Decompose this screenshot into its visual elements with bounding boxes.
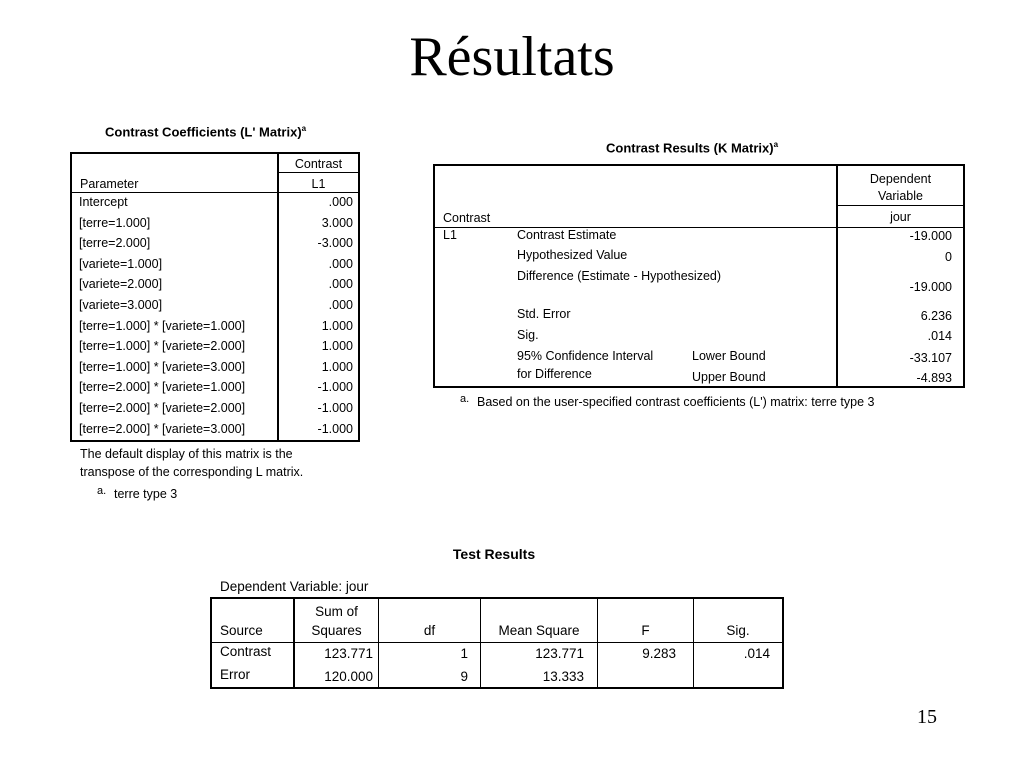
kmatrix-contrast-label: Contrast [443,211,491,225]
coef-row [74,192,358,213]
kmatrix-l1-label: L1 [443,228,457,242]
coef-param-cell: [terre=1.000] * [variete=3.000] [79,359,246,374]
test-col-ss-line1: Sum of [315,604,358,619]
test-source-cell: Contrast [220,644,272,659]
lower-bound-value: -33.107 [909,351,952,365]
coef-value-cell: 3.000 [321,215,353,230]
coef-param-cell: [terre=1.000] * [variete=1.000] [79,318,246,333]
coef-col-parameter: Parameter [80,177,139,191]
coef-note-line2: transpose of the corresponding L matrix. [80,465,304,479]
coef-value-cell: .000 [328,277,353,292]
coef-param-cell: [variete=1.000] [79,256,163,271]
hypothesized-label: Hypothesized Value [517,248,628,262]
coef-param-cell: [terre=1.000] [79,215,151,230]
coef-value-cell: 1.000 [321,339,353,354]
coef-param-cell: [variete=3.000] [79,297,163,312]
test-ms-cell: 123.771 [535,646,584,661]
hypothesized-value: 0 [945,250,952,264]
difference-value: -19.000 [909,280,952,294]
test-results-title: Test Results [452,546,536,562]
contrast-estimate-value: -19.000 [909,229,952,243]
coef-table-header-rule [277,172,358,173]
coef-param-cell: [terre=2.000] * [variete=2.000] [79,400,246,415]
coef-param-cell: [terre=2.000] * [variete=1.000] [79,380,246,395]
coef-table-title-footnote: a [301,124,307,133]
difference-label: Difference (Estimate - Hypothesized) [517,269,722,283]
kmatrix-table-title [606,140,778,155]
test-sig-cell: .014 [743,646,770,661]
test-col-f: F [641,623,650,638]
coef-row [74,336,358,357]
sig-value: .014 [927,329,952,343]
std-error-label: Std. Error [517,307,571,321]
sig-label: Sig. [517,328,539,342]
coef-value-cell: 1.000 [321,359,353,374]
coef-row [74,295,358,316]
test-col-ms: Mean Square [498,623,580,638]
test-f-cell: 9.283 [642,646,676,661]
test-results-dep-var: Dependent Variable: jour [220,579,369,594]
test-source-cell: Error [220,667,250,682]
coef-value-cell: .000 [328,195,353,209]
coef-col-l1: L1 [311,177,326,191]
upper-bound-value: -4.893 [916,371,952,385]
test-df-cell: 1 [460,646,468,661]
test-col-ss-line2: Squares [311,623,362,638]
page-number: 15 [917,706,937,728]
test-ms-cell: 13.333 [542,669,584,684]
coef-row [74,398,358,419]
upper-bound-label: Upper Bound [692,370,766,384]
coef-value-cell: -1.000 [317,380,353,395]
coef-footnote-text: terre type 3 [114,487,178,501]
kmatrix-table-title-footnote: a [773,140,779,149]
test-ss-cell: 123.771 [324,646,373,661]
kmatrix-dep-var-1: Dependent [869,172,932,186]
coef-value-cell: 1.000 [321,318,353,333]
test-col-df: df [423,623,436,638]
coef-value-cell: -1.000 [317,421,353,436]
coef-footnote-mark: a. [97,485,107,497]
kmatrix-table-title-text: Contrast Results (K Matrix) [606,140,774,156]
coef-col-contrast: Contrast [294,157,343,171]
coef-param-cell: [terre=1.000] * [variete=2.000] [79,339,246,354]
coef-table-title [105,124,306,139]
coef-row [74,254,358,275]
ci-label-line1: 95% Confidence Interval [517,349,654,363]
kmatrix-jour-label: jour [890,210,911,224]
test-ss-cell: 120.000 [324,669,373,684]
coef-table-title-text: Contrast Coefficients (L' Matrix) [105,124,302,140]
kmatrix-header-rule [836,205,963,206]
kmatrix-footnote-mark: a. [460,393,470,405]
test-results-header-rule [210,642,784,643]
ci-label-line2: for Difference [517,367,592,381]
coef-row [74,357,358,378]
coef-table-body [74,192,358,439]
test-col-source: Source [220,623,263,638]
kmatrix-dep-var-2: Variable [878,189,923,203]
coef-note-line1: The default display of this matrix is the [80,447,293,461]
coef-value-cell: -3.000 [317,236,353,251]
contrast-estimate-label: Contrast Estimate [517,228,617,242]
std-error-value: 6.236 [920,309,952,323]
coef-row [74,316,358,337]
coef-param-cell: [variete=2.000] [79,277,163,292]
coef-value-cell: .000 [328,256,353,271]
coef-row [74,274,358,295]
coef-param-cell: [terre=2.000] [79,236,151,251]
test-col-sig: Sig. [726,623,750,638]
slide-title: Résultats [409,26,615,88]
coef-param-cell: [terre=2.000] * [variete=3.000] [79,421,246,436]
coef-value-cell: .000 [328,297,353,312]
kmatrix-footnote-text: Based on the user-specified contrast coefficients (L') matrix: terre type 3 [477,395,875,409]
coef-row [74,377,358,398]
coef-value-cell: -1.000 [317,400,353,415]
coef-row [74,213,358,234]
coef-row [74,419,358,440]
lower-bound-label: Lower Bound [692,349,766,363]
coef-row [74,233,358,254]
test-df-cell: 9 [460,669,468,684]
coef-param-cell: Intercept [79,195,128,209]
